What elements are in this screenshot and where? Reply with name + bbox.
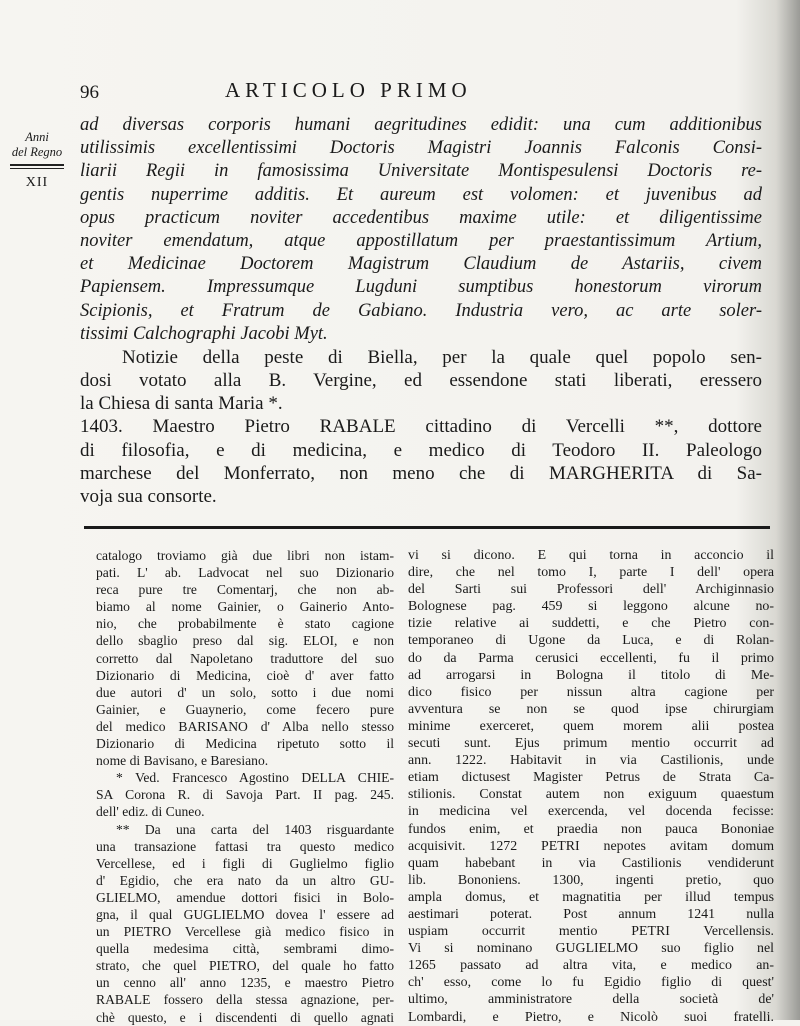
footnote-line: un cenno all' anno 1235, e maestro Pietro: [96, 975, 394, 991]
text-line: voja sua consorte.: [80, 486, 217, 507]
footnote-line: Vi si nominano GUGLIELMO suo figlio nel: [408, 941, 774, 957]
running-title: ARTICOLO PRIMO: [225, 78, 472, 102]
footnote-line: Lombardi, e Pietro, e Nicolò suoi fratelli.: [408, 1009, 774, 1025]
footnote-line: acquisivit. 1272 PETRI nepotes avitam domum: [408, 838, 774, 854]
footnote-line: un PIETRO Vercellese già medico fisico in: [96, 924, 394, 940]
footnote-line: strato, che quel PIETRO, del quale ho fatto: [96, 958, 394, 974]
footnote-line: GLIELMO, amendue dottori fisici in Bolo-: [96, 889, 394, 905]
footnote-line: stilionis. Constat autem non exiguum quaestum: [408, 787, 774, 803]
footnote-line: del medico BARISANO d' Alba nello stesso: [96, 718, 394, 734]
footnote-line: lib. Bononiens. 1300, ingenti pretio, quo: [408, 872, 774, 888]
text-line: marchese del Monferrato, non meno che di MARGHERITA di Sa-: [80, 462, 762, 484]
footnote-line: ch' esso, come lo fu Egidio figlio di quest': [408, 975, 774, 991]
text-line: di filosofia, e di medicina, e medico di Teodoro II. Paleologo: [80, 439, 762, 461]
footnote-line: * Ved. Francesco Agostino DELLA CHIE-: [116, 770, 394, 786]
footnote-line: nio, che probabilmente è stato cagione: [96, 616, 394, 632]
margin-note: [2, 130, 72, 191]
text-line: tissimi Calchographi Jacobi Myt.: [80, 323, 328, 344]
margin-note-year: XII: [25, 175, 49, 190]
text-line: utilissimis excellentissimi Doctoris Magistri Joannis Falconis Consi-: [80, 138, 762, 159]
footnote-line: temporaneo di Ugone da Luca, e di Rolan-: [408, 633, 774, 649]
text-line: Papiensem. Impressumque Lugduni sumptibus honestorum virorum: [80, 277, 762, 298]
footnote-line: gna, il qual GUGLIELMO dovea l' essere ad: [96, 906, 394, 922]
page-header: [80, 78, 760, 108]
footnote-line: dell' ediz. di Cuneo.: [96, 804, 205, 820]
footnote-line: minime exerceret, quem morem alii postea: [408, 718, 774, 734]
footnote-line: avventura se non se quod ipse chirurgiam: [408, 701, 774, 717]
footnote-line: ultimo, amministratore della società de': [408, 992, 774, 1008]
footnote-line: SA Corona R. di Savoja Part. II pag. 245.: [96, 787, 394, 803]
text-line: liarii Regii in famosissima Universitate Montispesulensi Doctoris re-: [80, 161, 762, 182]
main-text: [80, 114, 762, 508]
text-line: opus practicum noviter accedentibus maxime utile: et diligentissime: [80, 207, 762, 228]
footnote-line: Dizionario di Medicina ripetuto sotto il: [96, 736, 394, 752]
footnote-line: chè questo, e i discendenti di quello agnati: [96, 1009, 394, 1025]
footnote-line: Dizionario di Medicina, cioè d' aver fatto: [96, 667, 394, 683]
text-line: dosi votato alla B. Vergine, ed essendone stati liberati, eressero: [80, 370, 762, 392]
footnote-line: nome di Bavisano, e Baresiano.: [96, 753, 269, 769]
text-line: la Chiesa di santa Maria *.: [80, 393, 283, 415]
footnote-line: tizie relative ai suddetti, e che Pietro con-: [408, 616, 774, 632]
margin-note-rule: [10, 164, 64, 169]
text-line: Notizie della peste di Biella, per la quale quel popolo sen-: [122, 346, 762, 368]
text-line: noviter emendatum, atque appostillatum per praestantissimum Artium,: [80, 230, 762, 251]
footnote-line: quella medesima città, sembrami dimo-: [96, 941, 394, 957]
footnote-line: catalogo troviamo già due libri non istam-: [96, 548, 394, 563]
footnote-line: Vercellese, ed i figli di Guglielmo figlio: [96, 855, 394, 871]
text-line: Scipionis, et Fratrum de Gabiano. Industria vero, ac arte soler-: [80, 300, 762, 321]
footnote-line: quam habebant in via Castilionis vendiderunt: [408, 855, 774, 871]
footnote-line: d' Egidio, che era nato da un altro GU-: [96, 872, 394, 888]
footnote-line: vi si dicono. E qui torna in acconcio il: [408, 548, 774, 563]
margin-note-line-2: del Regno: [11, 145, 63, 159]
margin-note-line-1: Anni: [25, 130, 49, 144]
footnotes-right-column: [408, 547, 774, 1026]
footnote-line: ad arrogarsi in Bologna il titolo di Me-: [408, 667, 774, 683]
footnote-line: RABALE fossero della stessa agnazione, per-: [96, 992, 394, 1008]
footnote-line: due autori d' un solo, sotto i due nomi: [96, 684, 394, 700]
footnote-line: dico fisico per nissun altra cagione per: [408, 684, 774, 700]
footnote-line: etiam dictusest Magister Petrus de Strata Ca-: [408, 770, 774, 786]
footnote-line: ** Da una carta del 1403 risguardante: [116, 821, 394, 837]
footnote-line: uspiam occurrit mentio PETRI Vercellensis.: [408, 924, 774, 940]
footnote-line: dello sbaglio preso dal sig. ELOI, e non: [96, 633, 394, 649]
footnote-line: reca pure tre Comentarj, che non ab-: [96, 582, 394, 598]
footnote-line: una transazione fattasi tra questo medico: [96, 838, 394, 854]
text-line: gentis nuperrime additis. Et aureum est volomen: et juvenibus ad: [80, 184, 762, 205]
page-number: 96: [80, 82, 99, 103]
footnotes-left-column: [96, 547, 394, 1026]
footnote-line: Gainier, e Guaynerio, come fecero pure: [96, 701, 394, 717]
footnote-line: aestimari poterat. Post annum 1241 nulla: [408, 906, 774, 922]
footnote-line: corretto dal Napoletano traduttore del suo: [96, 650, 394, 666]
footnote-line: 1265 passato ad altra vita, e medico an-: [408, 958, 774, 974]
footnote-line: in medicina vel exercenda, vel docenda fecisse:: [408, 804, 774, 820]
footnote-line: dire, che nel tomo I, parte I dell' opera: [408, 565, 774, 581]
footnote-line: del Sarti sui Professori dell' Archiginnasio: [408, 582, 774, 598]
footnote-line: Bolognese pag. 459 si leggono alcune no-: [408, 599, 774, 615]
footnote-line: biamo al nome Gainier, o Gainerio Anto-: [96, 599, 394, 615]
footnote-line: ampla domus, et magnatitia per illud tempus: [408, 889, 774, 905]
footnote-separator-rule: [84, 526, 770, 529]
footnote-line: secuti sunt. Ejus primum mentio occurrit ad: [408, 736, 774, 752]
text-line: et Medicinae Doctorem Magistrum Claudium de Astariis, civem: [80, 254, 762, 275]
footnote-line: fundos enim, et praedia non pauca Bononiae: [408, 821, 774, 837]
footnote-line: do da Parma cerusici eccellenti, fu il primo: [408, 650, 774, 666]
footnote-line: ann. 1222. Habitavit in via Castilionis, unde: [408, 753, 774, 769]
text-line: 1403. Maestro Pietro RABALE cittadino di Vercelli **, dottore: [80, 416, 762, 438]
text-line: ad diversas corporis humani aegritudines edidit: una cum additionibus: [80, 115, 762, 135]
footnote-line: pati. L' ab. Ladvocat nel suo Dizionario: [96, 565, 394, 581]
